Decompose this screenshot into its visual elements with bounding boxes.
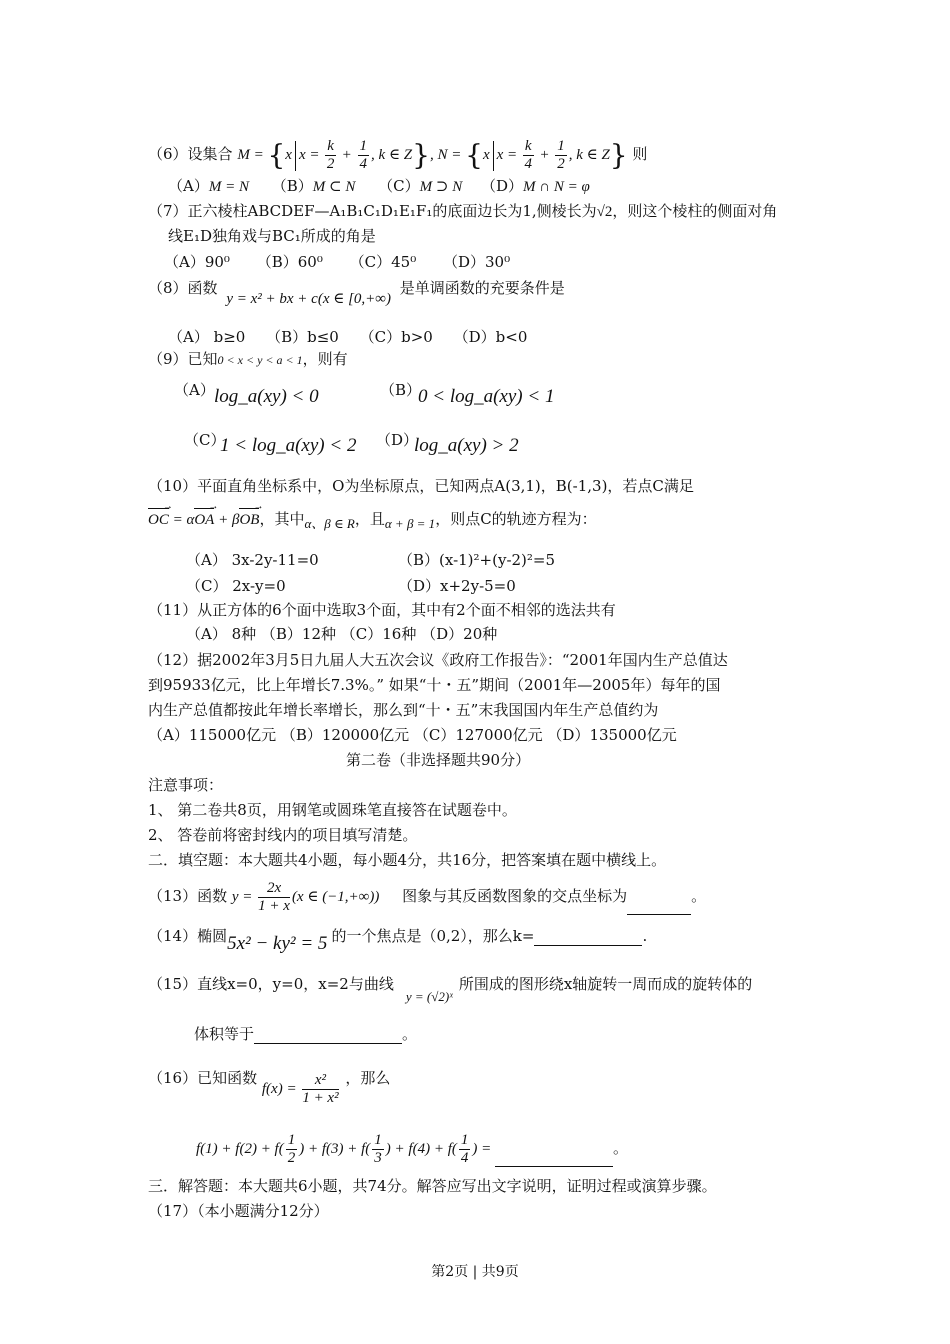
q14-answer-blank[interactable] bbox=[534, 929, 642, 946]
q9-opt-d-label: （D） bbox=[376, 431, 419, 449]
q10-vector-formula: OC → = αOA → + βOB → bbox=[148, 512, 259, 528]
q7-line2: 线E₁D独角戏与BC₁所成的角是 bbox=[168, 227, 376, 245]
q12-line2: 到95933亿元，比上年增长7.3%。” 如果“十・五”期间（2001年—2005年）每年的国 bbox=[148, 676, 721, 694]
q13: （13）函数 y = $\frac{2x}{1 + x}$ (x ∈ (−1,+∞)) 图象与其反函数图象的交点坐标为 。 bbox=[148, 880, 707, 914]
q6-set-formula: M = {x x = $\frac{k}{2}$ + $\frac{1}{4}$ , k ∈ Z}, N = {x x = $\frac{k}{4}$ + $\frac{1}{2}$ , k ∈ Z} bbox=[237, 138, 628, 172]
q7-line1: （7）正六棱柱ABCDEF—A₁B₁C₁D₁E₁F₁的底面边长为1,侧棱长为√2，则这个棱柱的侧面对角 bbox=[148, 202, 778, 220]
q10-opt-d: （D）x+2y-5=0 bbox=[398, 577, 516, 595]
q16-answer-blank[interactable] bbox=[495, 1150, 613, 1167]
notice-item-2: 2、 答卷前将密封线内的项目填写清楚。 bbox=[148, 826, 418, 844]
q11-stem: （11）从正方体的6个面中选取3个面，其中有2个面不相邻的选法共有 bbox=[148, 601, 616, 619]
q13-answer-blank[interactable] bbox=[627, 898, 691, 915]
notice-item-1: 1、 第二卷共8页，用钢笔或圆珠笔直接答在试题卷中。 bbox=[148, 801, 517, 819]
q15-answer-blank[interactable] bbox=[254, 1027, 402, 1044]
q16-line1: （16）已知函数 f(x) = $\frac{\text{x²}}{\text{1 + x²}}$ ，那么 bbox=[148, 1068, 391, 1106]
q9-opt-c: 1 < log_a(xy) < 2 bbox=[220, 435, 357, 456]
q10-opt-c: （C） 2x-y=0 bbox=[186, 577, 286, 595]
q15-line2: 体积等于 。 bbox=[194, 1025, 418, 1043]
q10-line2: OC → = αOA → + βOB →，其中α、β ∈ R，且α + β = 1，则点C的轨迹方程为： bbox=[148, 508, 597, 530]
q11-options: （A） 8种 （B）12种 （C）16种 （D）20种 bbox=[186, 625, 498, 643]
notice-heading: 注意事项： bbox=[148, 776, 224, 794]
page-footer: 第2页 | 共9页 bbox=[431, 1264, 519, 1280]
q10-opt-a: （A） 3x-2y-11=0 bbox=[186, 551, 319, 569]
q8-stem: （8）函数 y = x² + bx + c(x ∈ [0,+∞) 是单调函数的充要条件是 bbox=[148, 279, 565, 307]
section-2-heading: 二．填空题：本大题共4小题，每小题4分，共16分，把答案填在题中横线上。 bbox=[148, 851, 667, 869]
q9-opt-a-label: （A） bbox=[174, 381, 215, 399]
q9-opt-d: log_a(xy) > 2 bbox=[414, 435, 519, 456]
section-3-heading: 三．解答题：本大题共6小题，共74分。解答应写出文字说明，证明过程或演算步骤。 bbox=[148, 1177, 717, 1195]
q16-function: f(x) = $\frac{\text{x²}}{\text{1 + x²}}$ bbox=[261, 1072, 339, 1106]
q9-opt-b: 0 < log_a(xy) < 1 bbox=[418, 386, 555, 407]
q16-expression: f(1) + f(2) + f( $\frac{1}{2}$ ) + f(3) + f( $\frac{1}{3}$ ) + f(4) + f( $\frac{1}{4}$ ) = 。 bbox=[196, 1132, 628, 1166]
q15-line1: （15）直线x=0，y=0，x=2与曲线y = (√2)ˣ所围成的图形绕x轴旋转一周而成的旋转体的 bbox=[148, 975, 753, 1004]
q13-function: y = $\frac{2x}{1 + x}$ bbox=[231, 880, 290, 914]
q10-line1: （10）平面直角坐标系中，O为坐标原点，已知两点A(3,1)，B(-1,3)，若点C满足 bbox=[148, 477, 694, 495]
q6-options: （A）M = N （B）M ⊂ N （C）M ⊃ N （D）M ∩ N = φ bbox=[168, 177, 590, 195]
q9-stem: （9）已知0 < x < y < a < 1，则有 bbox=[148, 350, 348, 368]
q9-opt-b-label: （B） bbox=[380, 381, 422, 399]
q9-opt-a: log_a(xy) < 0 bbox=[214, 386, 319, 407]
q7-options: （A）90⁰ （B）60⁰ （C）45⁰ （D）30⁰ bbox=[164, 253, 511, 271]
q12-options: （A）115000亿元 （B）120000亿元 （C）127000亿元 （D）135000亿元 bbox=[148, 726, 677, 744]
q14: （14）椭圆5x² − ky² = 5 的一个焦点是（0,2），那么k= . bbox=[148, 927, 648, 954]
q6-stem: （6）设集合 M = {x x = $\frac{k}{2}$ + $\frac{1}{4}$ , k ∈ Z}, N = {x x = $\frac{k}{4}$ + $\frac{1}{2}$ , k ∈ Z} 则 bbox=[148, 138, 648, 172]
q10-opt-b: （B）(x-1)²+(y-2)²=5 bbox=[398, 551, 556, 569]
q12-line1: （12）据2002年3月5日九届人大五次会议《政府工作报告》：“2001年国内生产总值达 bbox=[148, 651, 728, 669]
q12-line3: 内生产总值都按此年增长率增长，那么到“十・五”末我国国内年生产总值约为 bbox=[148, 701, 659, 719]
q8-options: （A） b≥0 （B）b≤0 （C）b>0 （D）b<0 bbox=[168, 328, 528, 346]
q9-opt-c-label: （C） bbox=[184, 431, 226, 449]
q17-heading: （17）（本小题满分12分） bbox=[148, 1202, 329, 1220]
part2-title: 第二卷（非选择题共90分） bbox=[346, 751, 531, 769]
